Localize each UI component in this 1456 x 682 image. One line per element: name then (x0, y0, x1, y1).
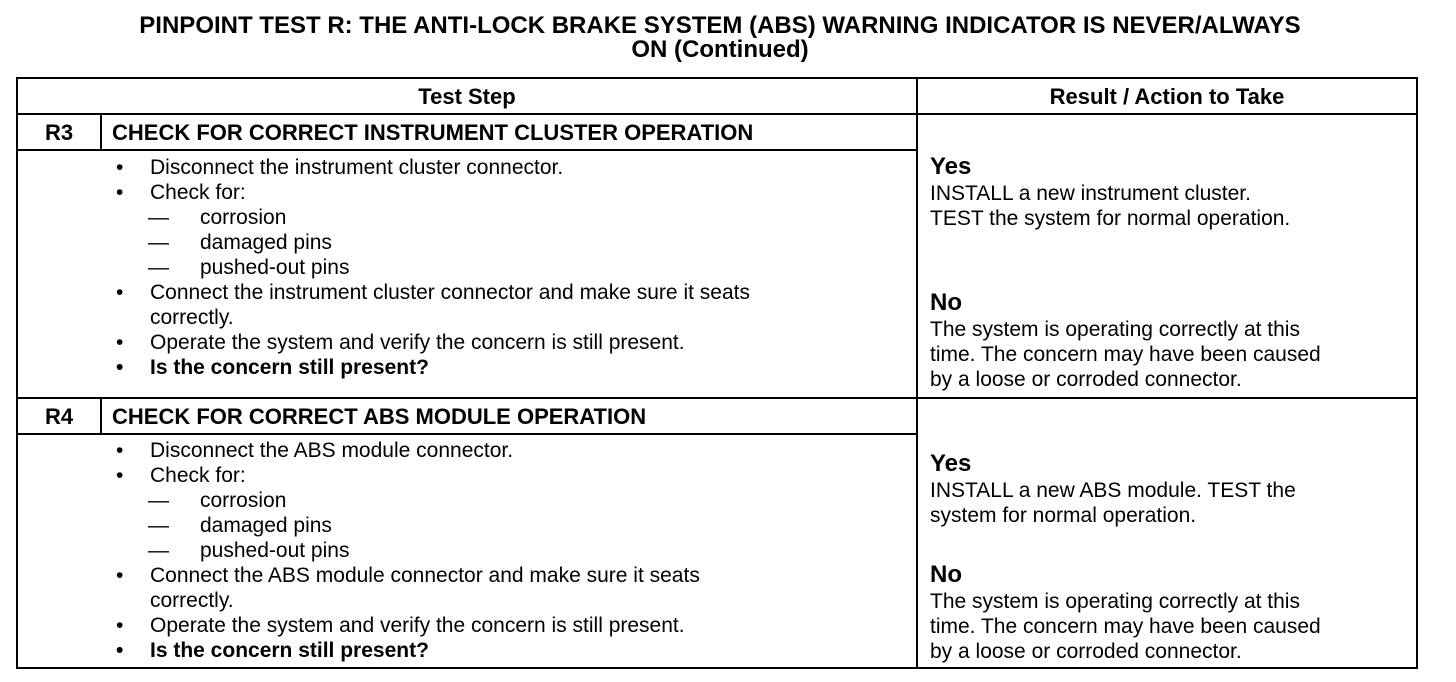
list-item: • Check for: (116, 464, 246, 487)
column-divider (916, 79, 918, 667)
bullet-icon: • (116, 356, 124, 379)
sub-list-item: — corrosion (148, 489, 287, 512)
list-item: • Connect the instrument cluster connector and make sure it seats (116, 281, 750, 304)
sub-list-item: — pushed-out pins (148, 539, 350, 562)
list-item-question: • Is the concern still present? (116, 639, 429, 662)
step-id: R3 (44, 120, 74, 145)
list-item-continuation: correctly. (150, 306, 234, 329)
no-label: No (930, 561, 962, 588)
result-yes (930, 153, 1290, 231)
title-line-2: ON (Continued) (631, 36, 809, 63)
result-line: TEST the system for normal operation. (930, 207, 1291, 230)
no-label: No (930, 289, 962, 316)
bullet-icon: • (116, 564, 124, 587)
result-line: system for normal operation. (930, 504, 1197, 527)
sub-list-item: — damaged pins (148, 514, 332, 537)
result-line: by a loose or corroded connector. (930, 368, 1242, 391)
result-line: time. The concern may have been caused (930, 615, 1321, 638)
list-item: • Check for: (116, 181, 246, 204)
list-item: • Operate the system and verify the concern is still present. (116, 331, 685, 354)
result-line: by a loose or corroded connector. (930, 640, 1242, 663)
bullet-icon: • (116, 464, 124, 487)
step-id: R4 (44, 404, 74, 429)
result-line: INSTALL a new ABS module. TEST the (930, 479, 1296, 502)
dash-icon: — (148, 256, 169, 279)
dash-icon: — (148, 231, 169, 254)
result-no (930, 561, 1321, 664)
list-item: • Disconnect the ABS module connector. (116, 439, 514, 462)
result-yes (930, 450, 1296, 528)
list-item: • Operate the system and verify the concern is still present. (116, 614, 685, 637)
result-line: The system is operating correctly at this (930, 318, 1300, 341)
pinpoint-test-table (16, 77, 1418, 669)
step-title: CHECK FOR CORRECT INSTRUMENT CLUSTER OPERATION (112, 120, 754, 145)
bullet-icon: • (116, 181, 124, 204)
list-item-question: • Is the concern still present? (116, 356, 429, 379)
bullet-icon: • (116, 331, 124, 354)
list-item: • Disconnect the instrument cluster connector. (116, 156, 564, 179)
sub-list-item: — corrosion (148, 206, 287, 229)
step-id-divider (100, 399, 102, 435)
header-test-step: Test Step (418, 84, 516, 109)
dash-icon: — (148, 539, 169, 562)
yes-label: Yes (930, 450, 972, 477)
bullet-icon: • (116, 281, 124, 304)
step-instructions (110, 155, 750, 380)
dash-icon: — (148, 206, 169, 229)
bullet-icon: • (116, 439, 124, 462)
bullet-icon: • (116, 156, 124, 179)
page-title (0, 14, 1440, 62)
dash-icon: — (148, 489, 169, 512)
result-line: time. The concern may have been caused (930, 343, 1321, 366)
header-result: Result / Action to Take (1049, 84, 1285, 109)
bullet-icon: • (116, 614, 124, 637)
title-line-1: PINPOINT TEST R: THE ANTI-LOCK BRAKE SYSTEM (ABS) WARNING INDICATOR IS NEVER/ALWAYS (139, 12, 1301, 39)
bullet-icon: • (116, 639, 124, 662)
list-item: • Connect the ABS module connector and make sure it seats (116, 564, 700, 587)
sub-list-item: — damaged pins (148, 231, 332, 254)
result-line: The system is operating correctly at this (930, 590, 1300, 613)
yes-label: Yes (930, 153, 972, 180)
step-title: CHECK FOR CORRECT ABS MODULE OPERATION (112, 404, 647, 429)
dash-icon: — (148, 514, 169, 537)
result-line: INSTALL a new instrument cluster. (930, 182, 1251, 205)
step-instructions (110, 438, 700, 663)
sub-list-item: — pushed-out pins (148, 256, 350, 279)
result-no (930, 289, 1321, 392)
step-id-divider (100, 115, 102, 151)
list-item-continuation: correctly. (150, 589, 234, 612)
